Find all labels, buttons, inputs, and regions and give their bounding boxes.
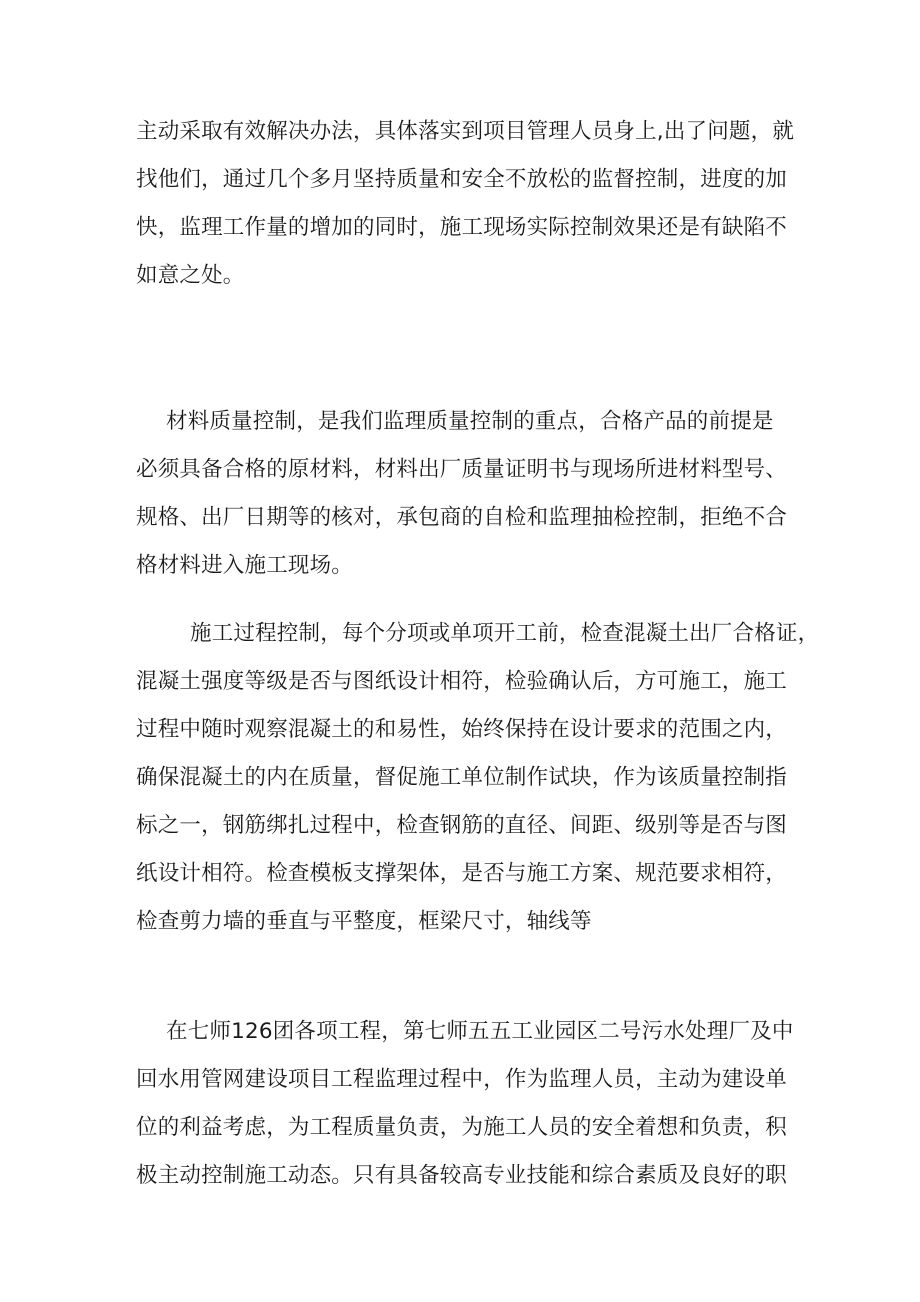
text-line: 格材料进入施工现场。 bbox=[136, 553, 354, 578]
text-line: 主动采取有效解决办法，具体落实到项目管理人员身上,出了问题，就 bbox=[136, 119, 795, 144]
text-line: 确保混凝土的内在质量，督促施工单位制作试块，作为该质量控制指 bbox=[136, 765, 788, 790]
paragraph-material-quality bbox=[136, 398, 796, 590]
text-line: 标之一，钢筋绑扎过程中，检查钢筋的直径、间距、级别等是否与图 bbox=[136, 813, 788, 838]
paragraph-construction-process bbox=[136, 610, 820, 946]
text-line: 施工过程控制，每个分项或单项开工前，检查混凝土出厂合格证， bbox=[190, 621, 820, 646]
text-line: 位的利益考虑，为工程质量负责，为施工人员的安全着想和负责，积 bbox=[136, 1115, 788, 1140]
text-line: 必须具备合格的原材料，材料出厂质量证明书与现场所进材料型号、 bbox=[136, 457, 788, 482]
paragraph-project-supervision bbox=[136, 1008, 796, 1200]
paragraph-progress-control bbox=[136, 108, 796, 300]
text-line: 混凝土强度等级是否与图纸设计相符，检验确认后，方可施工，施工 bbox=[136, 669, 788, 694]
text-line: 找他们，通过几个多月坚持质量和安全不放松的监督控制，进度的加 bbox=[136, 167, 788, 192]
text-line: 规格、出厂日期等的核对，承包商的自检和监理抽检控制，拒绝不合 bbox=[136, 505, 788, 530]
text-line: 检查剪力墙的垂直与平整度，框梁尺寸，轴线等 bbox=[136, 909, 592, 934]
text-line: 过程中随时观察混凝土的和易性，始终保持在设计要求的范围之内， bbox=[136, 717, 788, 742]
text-line: 极主动控制施工动态。只有具备较高专业技能和综合素质及良好的职 bbox=[136, 1163, 788, 1188]
text-line: 快，监理工作量的增加的同时，施工现场实际控制效果还是有缺陷不 bbox=[136, 215, 788, 240]
text-line: 回水用管网建设项目工程监理过程中，作为监理人员，主动为建设单 bbox=[136, 1067, 788, 1092]
text-line: 在七师126团各项工程，第七师五五工业园区二号污水处理厂及中 bbox=[166, 1019, 794, 1044]
text-line: 纸设计相符。检查模板支撑架体，是否与施工方案、规范要求相符， bbox=[136, 861, 788, 886]
text-line: 如意之处。 bbox=[136, 263, 245, 288]
text-line: 材料质量控制，是我们监理质量控制的重点，合格产品的前提是 bbox=[166, 409, 774, 434]
